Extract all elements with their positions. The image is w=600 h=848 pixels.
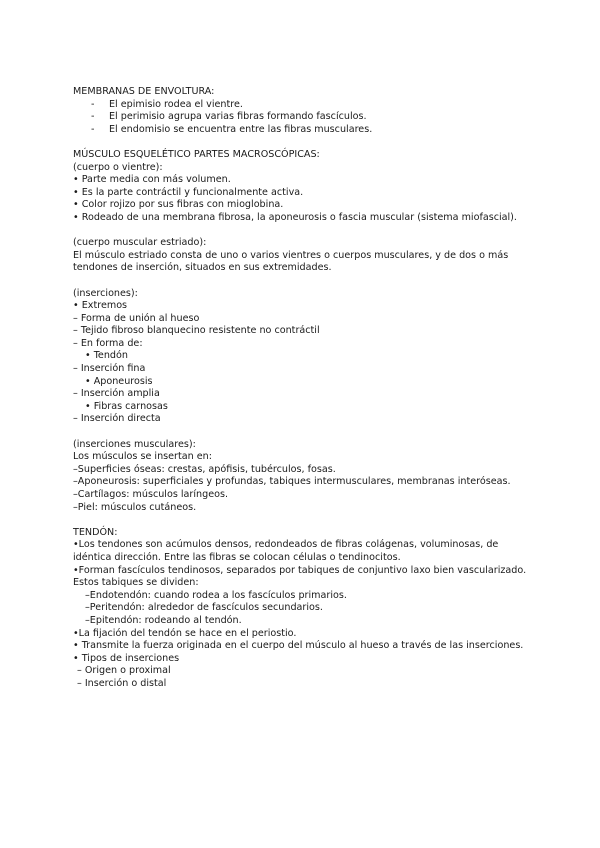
paragraph: •Forman fascículos tendinosos, separados por tabiques de conjuntivo laxo bien vascularizado. Estos tabiques se dividen: (73, 564, 527, 589)
paragraph: • Transmite la fuerza originada en el cuerpo del músculo al hueso a través de las inserciones. (73, 640, 524, 652)
list-item: –Epitendón: rodeando al tendón. (85, 614, 242, 626)
list-item: • Aponeurosis (85, 375, 153, 387)
list-item: – Origen o proximal (77, 665, 171, 677)
list-item: –Superficies óseas: crestas, apófisis, tubérculos, fosas. (73, 463, 336, 475)
section-title-musculares: (inserciones musculares): (73, 438, 196, 450)
list-item: –Peritendón: alrededor de fascículos secundarios. (85, 602, 323, 614)
list-item: • Extremos (73, 300, 128, 312)
bullet-item: • Color rojizo por sus fibras con mioglobina. (73, 199, 284, 211)
bullet-item: • Es la parte contráctil y funcionalmente activa. (73, 186, 304, 198)
section-title-inserciones: (inserciones): (73, 287, 138, 299)
paragraph: •La fijación del tendón se hace en el periostio. (73, 627, 297, 639)
list-item: –Piel: músculos cutáneos. (73, 501, 197, 513)
paragraph: • Tipos de inserciones (73, 652, 180, 664)
bullet-item: • Rodeado de una membrana fibrosa, la aponeurosis o fascia muscular (sistema miofascial). (73, 211, 517, 223)
paragraph: •Los tendones son acúmulos densos, redondeados de fibras colágenas, voluminosas, de idéntica dirección. Entre las fibras se colocan células o tendinocitos. (73, 539, 499, 563)
list-item: - El endomisio se encuentra entre las fibras musculares. (91, 123, 373, 135)
list-item: – Tejido fibroso blanquecino resistente no contráctil (73, 325, 320, 337)
list-item: – Inserción directa (73, 413, 161, 425)
list-item: – Inserción amplia (73, 388, 160, 400)
document-content (73, 86, 533, 691)
list-item: • Fibras carnosas (85, 400, 168, 412)
section-title-tendon: TENDÓN: (73, 526, 118, 538)
list-item: –Endotendón: cuando rodea a los fascículos primarios. (85, 589, 347, 601)
list-item: –Aponeurosis: superficiales y profundas, tabiques intermusculares, membranas interóseas. (73, 476, 511, 488)
list-item: - El perimisio agrupa varias fibras formando fascículos. (91, 111, 367, 123)
list-item: – En forma de: (73, 337, 143, 349)
paragraph: Los músculos se insertan en: (73, 451, 212, 463)
list-item: – Inserción fina (73, 363, 146, 375)
list-item: • Tendón (85, 350, 128, 362)
paragraph: El músculo estriado consta de uno o varios vientres o cuerpos musculares, y de dos o más tendones de inserción, situados en sus extremidades. (73, 249, 509, 274)
section-title-estriado: (cuerpo muscular estriado): (73, 237, 207, 249)
bullet-item: • Parte media con más volumen. (73, 174, 231, 186)
list-item: –Cartílagos: músculos laríngeos. (73, 489, 229, 500)
list-item: - El epimisio rodea el vientre. (91, 98, 243, 110)
list-item: – Inserción o distal (77, 677, 167, 689)
section-title-membranas: MEMBRANAS DE ENVOLTURA: (73, 86, 215, 97)
list-item: – Forma de unión al hueso (73, 312, 200, 324)
section-subtitle: (cuerpo o vientre): (73, 161, 163, 173)
section-title-musculo: MÚSCULO ESQUELÉTICO PARTES MACROSCÓPICAS: (73, 148, 320, 160)
